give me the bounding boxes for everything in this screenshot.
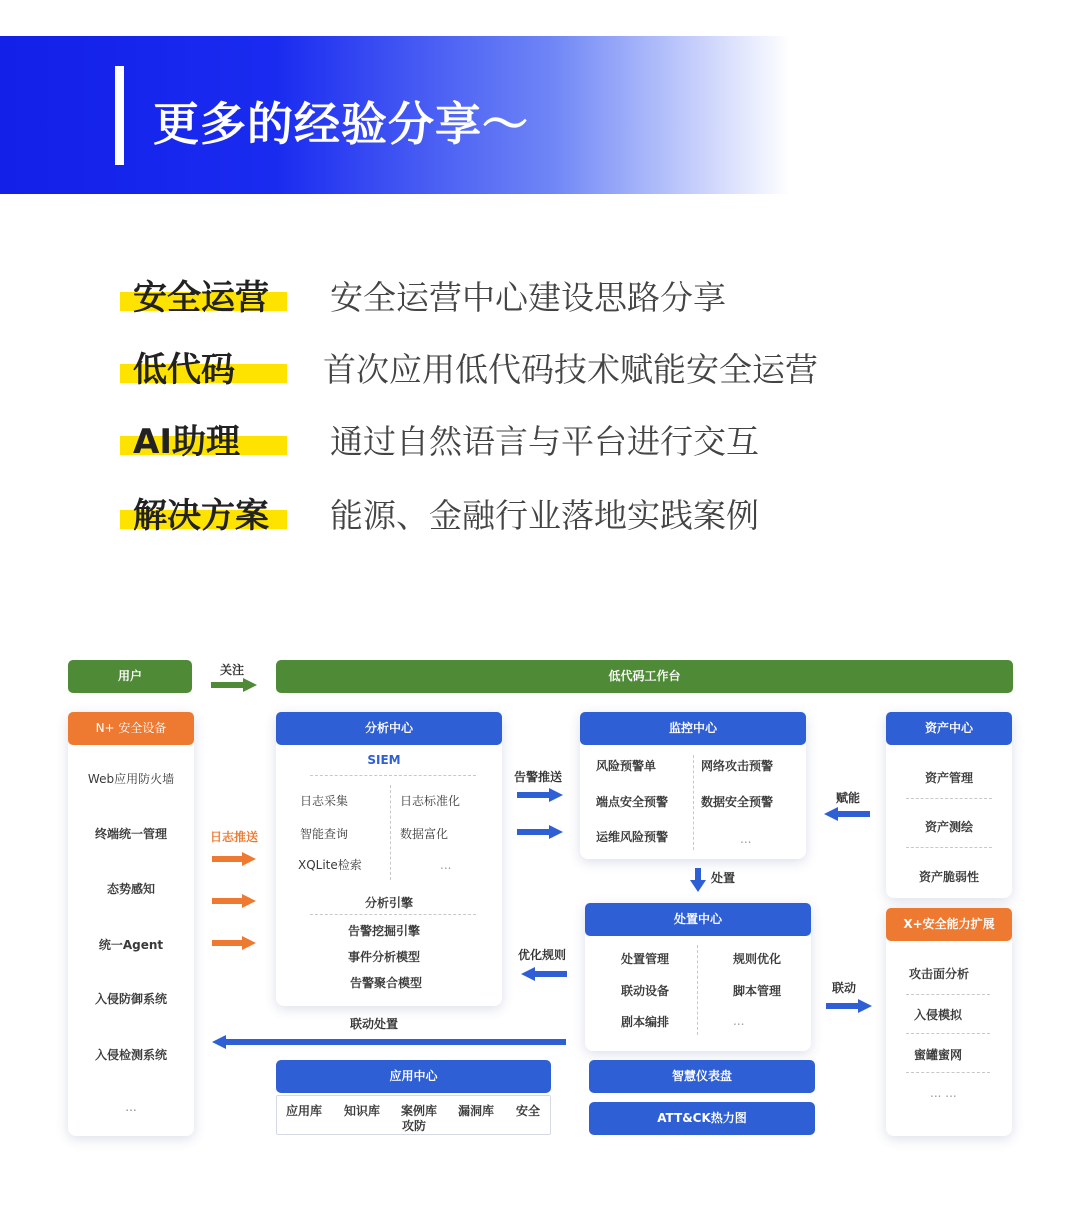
feature-key: AI助理 — [133, 422, 240, 462]
arrow-right-icon — [826, 999, 872, 1013]
dispose-item: ... — [733, 1014, 745, 1028]
arrow-right-icon — [212, 852, 256, 866]
divider — [906, 1033, 990, 1034]
follow-label: 关注 — [220, 663, 245, 677]
device-item: ... — [125, 1100, 137, 1114]
linkage-label: 联动 — [832, 981, 857, 995]
asset-item: 资产脆弱性 — [918, 870, 979, 884]
feature-desc: 首次应用低代码技术赋能安全运营 — [323, 350, 818, 389]
security-devices-header: N+ 安全设备 — [68, 712, 194, 745]
xplus-item: ... ... — [930, 1086, 957, 1100]
divider — [906, 994, 990, 995]
device-item: 入侵防御系统 — [94, 992, 167, 1006]
arrow-right-icon — [517, 825, 563, 839]
analysis-item: 智能查询 — [300, 827, 349, 841]
app-item: 攻防 — [402, 1119, 427, 1133]
arrow-down-icon — [690, 868, 706, 892]
analysis-item: 日志采集 — [300, 794, 349, 808]
banner-title: 更多的经验分享～ — [153, 97, 529, 151]
lowcode-workbench-box: 低代码工作台 — [276, 660, 1013, 693]
siem-label: SIEM — [367, 753, 401, 767]
feature-key: 安全运营 — [133, 278, 269, 318]
monitor-item: 风险预警单 — [596, 759, 657, 773]
analysis-center-header: 分析中心 — [276, 712, 502, 745]
device-item: 入侵检测系统 — [94, 1048, 167, 1062]
dispose-item: 剧本编排 — [621, 1015, 670, 1029]
xplus-item: 蜜罐蜜网 — [914, 1048, 963, 1062]
app-item: 应用库 — [286, 1104, 323, 1118]
smart-dashboard-button: 智慧仪表盘 — [589, 1060, 815, 1093]
arrow-left-icon — [521, 967, 567, 981]
feature-key: 解决方案 — [133, 496, 269, 536]
app-item: 安全 — [516, 1104, 541, 1118]
divider — [310, 914, 476, 915]
monitor-item: ... — [740, 832, 752, 846]
app-item: 知识库 — [344, 1104, 381, 1118]
feature-desc: 通过自然语言与平台进行交互 — [330, 422, 759, 461]
arrow-right-icon — [211, 678, 257, 692]
feature-desc: 能源、金融行业落地实践案例 — [330, 496, 759, 535]
device-item: 态势感知 — [106, 882, 155, 896]
divider — [310, 775, 476, 776]
arrow-right-icon — [212, 936, 256, 950]
engine-label: 分析引擎 — [364, 896, 413, 910]
monitor-item: 数据安全预警 — [701, 795, 774, 809]
dispose-item: 脚本管理 — [733, 984, 782, 998]
monitor-item: 运维风险预警 — [596, 830, 669, 844]
optimize-rules-label: 优化规则 — [518, 948, 567, 962]
monitor-item: 端点安全预警 — [596, 795, 669, 809]
dispose-center-header: 处置中心 — [585, 903, 811, 936]
app-center-header: 应用中心 — [276, 1060, 551, 1093]
divider — [906, 798, 992, 799]
arrow-left-icon — [824, 807, 870, 821]
app-item: 漏洞库 — [458, 1104, 495, 1118]
xplus-extension-header: X+安全能力扩展 — [886, 908, 1012, 941]
attck-heatmap-button: ATT&CK热力图 — [589, 1102, 815, 1135]
analysis-item: 数据富化 — [400, 827, 449, 841]
engine-item: 事件分析模型 — [347, 950, 420, 964]
dispose-item: 规则优化 — [733, 952, 782, 966]
arrow-right-icon — [212, 894, 256, 908]
asset-center-header: 资产中心 — [886, 712, 1012, 745]
monitor-center-header: 监控中心 — [580, 712, 806, 745]
empower-label: 赋能 — [836, 791, 861, 805]
analysis-item: ... — [440, 858, 452, 872]
user-box: 用户 — [68, 660, 192, 693]
device-item: 终端统一管理 — [94, 827, 167, 841]
device-item: 统一Agent — [98, 938, 164, 952]
divider — [693, 755, 694, 850]
alert-push-label: 告警推送 — [514, 770, 563, 784]
monitor-item: 网络攻击预警 — [701, 759, 774, 773]
arrow-right-icon — [517, 788, 563, 802]
engine-item: 告警挖掘引擎 — [347, 924, 420, 938]
divider — [906, 847, 992, 848]
engine-item: 告警聚合模型 — [349, 976, 422, 990]
linkage-dispose-label: 联动处置 — [350, 1017, 399, 1031]
asset-item: 资产测绘 — [924, 820, 973, 834]
arrow-left-icon — [212, 1035, 566, 1049]
divider — [697, 945, 698, 1035]
analysis-item: 日志标准化 — [400, 794, 461, 808]
dispose-item: 联动设备 — [621, 984, 670, 998]
app-item: 案例库 — [401, 1104, 438, 1118]
xplus-item: 入侵模拟 — [914, 1008, 963, 1022]
divider — [906, 1072, 990, 1073]
device-item: Web应用防火墙 — [87, 772, 175, 786]
xplus-item: 攻击面分析 — [909, 967, 970, 981]
dispose-label: 处置 — [711, 871, 736, 885]
log-push-label: 日志推送 — [210, 830, 259, 844]
feature-key: 低代码 — [133, 350, 235, 390]
analysis-item: XQLite检索 — [298, 858, 362, 872]
asset-item: 资产管理 — [924, 771, 973, 785]
dispose-item: 处置管理 — [621, 952, 670, 966]
divider — [390, 785, 391, 880]
feature-desc: 安全运营中心建设思路分享 — [330, 278, 726, 317]
